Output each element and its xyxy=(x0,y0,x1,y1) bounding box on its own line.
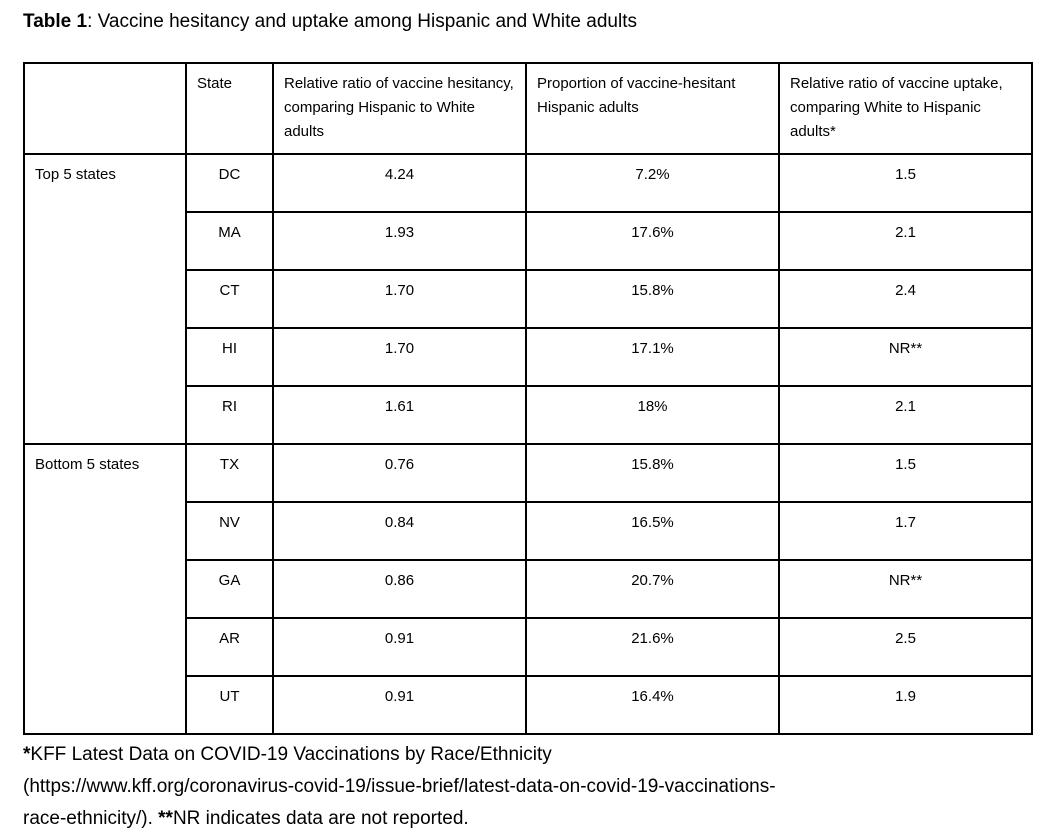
hesitant-proportion-cell: 17.1% xyxy=(526,328,779,386)
state-cell: DC xyxy=(186,154,273,212)
table-caption-text: : Vaccine hesitancy and uptake among Hispanic and White adults xyxy=(87,11,637,32)
hesitant-proportion-cell: 17.6% xyxy=(526,212,779,270)
footnote-url-text: (https://www.kff.org/coronavirus-covid-19/issue-brief/latest-data-on-covid-19-vaccinations- xyxy=(23,776,776,797)
state-cell: MA xyxy=(186,212,273,270)
uptake-ratio-cell: 1.7 xyxy=(779,502,1032,560)
hesitant-proportion-cell: 20.7% xyxy=(526,560,779,618)
uptake-ratio-column-header: Relative ratio of vaccine uptake, comparing White to Hispanic adults* xyxy=(779,63,1032,154)
footnote-line-source xyxy=(23,739,1040,771)
group-label-bottom-5-states: Bottom 5 states xyxy=(24,444,186,734)
state-cell: HI xyxy=(186,328,273,386)
uptake-ratio-cell: 1.5 xyxy=(779,444,1032,502)
hesitant-proportion-cell: 16.4% xyxy=(526,676,779,734)
table-row xyxy=(24,154,1032,212)
hesitancy-ratio-cell: 4.24 xyxy=(273,154,526,212)
footnote-asterisk: * xyxy=(23,744,31,765)
hesitancy-ratio-cell: 0.91 xyxy=(273,676,526,734)
footnote-url-continuation: race-ethnicity/). xyxy=(23,808,159,829)
uptake-ratio-cell: 1.5 xyxy=(779,154,1032,212)
uptake-ratio-cell: 2.4 xyxy=(779,270,1032,328)
state-cell: AR xyxy=(186,618,273,676)
header-row xyxy=(24,63,1032,154)
uptake-ratio-cell: 2.1 xyxy=(779,386,1032,444)
hesitancy-ratio-cell: 0.91 xyxy=(273,618,526,676)
uptake-ratio-cell: 2.5 xyxy=(779,618,1032,676)
page-title xyxy=(23,9,1040,35)
state-cell: RI xyxy=(186,386,273,444)
footnote-source-text: KFF Latest Data on COVID-19 Vaccinations by Race/Ethnicity xyxy=(30,744,552,765)
hesitant-proportion-cell: 7.2% xyxy=(526,154,779,212)
hesitancy-ratio-cell: 1.70 xyxy=(273,270,526,328)
table-footnote xyxy=(23,739,1040,835)
hesitant-proportion-cell: 21.6% xyxy=(526,618,779,676)
table-caption-label: Table 1 xyxy=(23,11,88,32)
hesitant-proportion-cell: 15.8% xyxy=(526,270,779,328)
footnote-double-asterisk: ** xyxy=(158,808,173,829)
hesitant-proportion-column-header: Proportion of vaccine-hesitant Hispanic adults xyxy=(526,63,779,154)
hesitant-proportion-cell: 16.5% xyxy=(526,502,779,560)
uptake-ratio-cell: NR** xyxy=(779,560,1032,618)
state-cell: UT xyxy=(186,676,273,734)
vaccine-hesitancy-table xyxy=(23,62,1033,735)
table-row xyxy=(24,444,1032,502)
hesitancy-ratio-cell: 1.70 xyxy=(273,328,526,386)
footnote-line-nr xyxy=(23,803,1040,835)
state-cell: TX xyxy=(186,444,273,502)
footnote-nr-note-text: NR indicates data are not reported. xyxy=(172,808,469,829)
uptake-ratio-cell: 1.9 xyxy=(779,676,1032,734)
footnote-line-url xyxy=(23,771,1040,803)
group-label-top-5-states: Top 5 states xyxy=(24,154,186,444)
hesitancy-ratio-column-header: Relative ratio of vaccine hesitancy, comparing Hispanic to White adults xyxy=(273,63,526,154)
uptake-ratio-cell: 2.1 xyxy=(779,212,1032,270)
hesitancy-ratio-cell: 0.76 xyxy=(273,444,526,502)
group-column-header xyxy=(24,63,186,154)
uptake-ratio-cell: NR** xyxy=(779,328,1032,386)
hesitant-proportion-cell: 15.8% xyxy=(526,444,779,502)
hesitancy-ratio-cell: 1.93 xyxy=(273,212,526,270)
hesitancy-ratio-cell: 1.61 xyxy=(273,386,526,444)
hesitancy-ratio-cell: 0.86 xyxy=(273,560,526,618)
state-cell: CT xyxy=(186,270,273,328)
state-cell: NV xyxy=(186,502,273,560)
hesitant-proportion-cell: 18% xyxy=(526,386,779,444)
state-column-header: State xyxy=(186,63,273,154)
state-cell: GA xyxy=(186,560,273,618)
hesitancy-ratio-cell: 0.84 xyxy=(273,502,526,560)
